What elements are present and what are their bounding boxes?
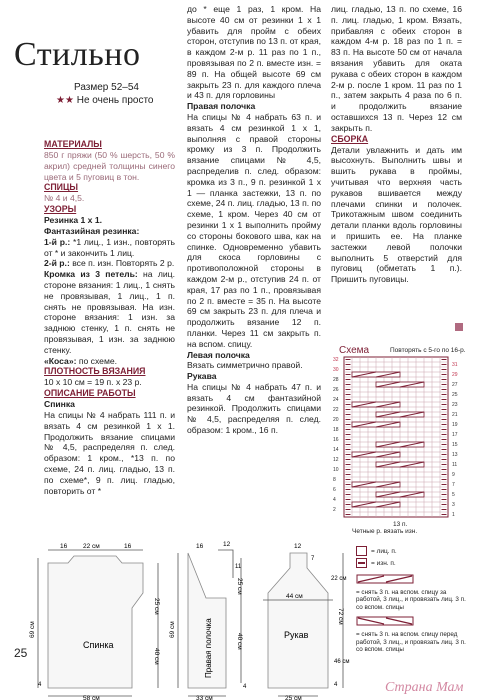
row-number: 25	[452, 392, 458, 398]
cable-cross-mark	[352, 422, 400, 427]
row-number: 16	[333, 437, 339, 443]
front-left-text: Вязать симметрично правой.	[187, 360, 303, 371]
sleeve-top: 12	[294, 543, 302, 550]
sleeve-rib-label: 4	[334, 682, 338, 688]
column-3	[331, 4, 462, 285]
row-number: 8	[333, 477, 336, 483]
row2-text: все п. изн. Повторять 2 р.	[69, 258, 175, 269]
row-number: 4	[333, 497, 336, 503]
row-number: 30	[333, 367, 339, 373]
gauge-heading: ПЛОТНОСТЬ ВЯЗАНИЯ	[44, 366, 146, 377]
cable-chart	[330, 355, 500, 535]
legend	[356, 545, 468, 653]
pattern-schematics	[28, 538, 358, 700]
back-total-height: 69 см	[29, 621, 36, 638]
row-number: 28	[333, 377, 339, 383]
row-number: 31	[452, 362, 458, 368]
row-number: 5	[452, 492, 455, 498]
cable-cross-mark	[376, 412, 424, 417]
cable-label: «Коса»:	[44, 355, 77, 366]
sleeve-name: Рукав	[284, 630, 309, 640]
back-outline	[48, 556, 143, 688]
front-strap	[218, 550, 233, 578]
row-number: 3	[452, 502, 455, 508]
row-number: 7	[452, 482, 455, 488]
sleeve-width: 44 см	[286, 593, 303, 600]
cable-cross-mark	[352, 502, 400, 507]
needles-heading: СПИЦЫ	[44, 182, 79, 193]
sleeve-cap-height: 22 см	[331, 576, 347, 582]
edge-text: на лиц. стороне вязания: 1 лиц., 1 снять не провязывая, 1 лиц., 1 п. снять не провязывая. На изн. стороне вязания: 1 изн. за заднюю стенку, 1 п. снять не провязывая, 1 изн. за заднюю стенку.	[44, 269, 175, 355]
pattern-rib: Резинка 1 х 1.	[44, 215, 103, 226]
row-number: 2	[333, 507, 336, 513]
pattern-cable	[44, 356, 175, 367]
back-top-left: 16	[60, 543, 68, 550]
row-number: 23	[452, 402, 458, 408]
assembly-heading: СБОРКА	[331, 133, 369, 144]
row-number: 12	[333, 457, 339, 463]
difficulty-stars: ★★	[56, 95, 74, 106]
legend-text-knit: = лиц. п.	[371, 547, 397, 555]
page-title: Стильно	[14, 36, 141, 73]
row-number: 24	[333, 397, 339, 403]
legend-item-knit	[356, 545, 468, 557]
scheme-note: Четные р. вязать изн.	[352, 528, 418, 535]
page-number: 25	[14, 646, 28, 660]
row-number: 13	[452, 452, 458, 458]
col3-text1: лиц. гладью, 13 п. по схеме, 16 п. лиц. гладью, 1 кром. Вязать, прибавляя с обеих сторон в каждом 4-м р. 18 раз по 1 п. = 83 п. На высоте 50 см от начала вязания убавить для оката рукава с обеих сторон в каждом 2-м р. после 1 кром. 11 раз по 1 п., затем закрыть 4 раза по 6 п. и продолжить вязание оставшихся 13 п. Через 12 см закрыть п.	[331, 4, 462, 133]
legend-item-purl	[356, 557, 468, 569]
row-number: 22	[333, 407, 339, 413]
column-1	[44, 139, 175, 496]
front-upper-height: 25 см	[236, 578, 243, 595]
cable-cross-mark	[376, 462, 424, 467]
gauge-text: 10 х 10 см = 19 п. х 23 р.	[44, 377, 142, 388]
legend-item-cable-front	[356, 613, 468, 653]
row-number: 1	[452, 512, 455, 518]
difficulty-label: Не очень просто	[76, 95, 154, 106]
front-lower-height: 40 см	[236, 633, 243, 650]
pattern-fancy-title: Фантазийная резинка:	[44, 225, 140, 236]
cable-cross-mark	[352, 452, 400, 457]
front-strap-width: 12	[223, 541, 231, 548]
legend-text-cable-front: = снять 3 п. на вспом. спицу перед работой, 3 лиц., и провязать лиц. 3 п. со вспом. спицы	[356, 631, 466, 654]
back-name: Спинка	[83, 640, 114, 650]
back-bottom-width: 58 см	[83, 695, 100, 700]
sleeve-top-height: 7	[311, 556, 315, 562]
row1-label: 1-й р.:	[44, 236, 71, 247]
back-title: Спинка	[44, 399, 75, 410]
row-number: 15	[452, 442, 458, 448]
cable-cross-mark	[376, 492, 424, 497]
end-square-icon	[455, 323, 463, 331]
difficulty-row	[56, 95, 153, 106]
cable-cross-mark	[376, 442, 424, 447]
back-upper-height: 25 см	[153, 598, 160, 615]
materials-heading: МАТЕРИАЛЫ	[44, 139, 102, 149]
front-strap-length: 11	[235, 564, 242, 570]
pattern-edge	[44, 269, 175, 355]
cable-cross-mark	[376, 382, 424, 387]
sleeves-text: На спицы № 4 набрать 47 п. и вязать 4 см фантазийной резинкой. Продолжить спицами № 4,5, распределяя п. след. образом: 1 кром., 16 п.	[187, 381, 321, 436]
materials-text: 850 г пряжи (50 % шерсть, 50 % акрил) средней толщины синего цвета и 5 пуговиц в тон.	[44, 150, 175, 182]
back-text: На спицы № 4 набрать 111 п. и вязать 4 см резинкой 1 х 1. Продолжить вязание спицами № 4,5, распределяя п. след. образом: 1 кром., *13 п. по схеме, 24 п. лиц. гладью, 13 п. по схеме*, 9 п. лиц. гладью, повторить от *	[44, 409, 175, 496]
cable-back-symbol-icon	[356, 574, 414, 584]
scheme-title: Схема	[339, 345, 370, 356]
front-top: 16	[196, 543, 204, 550]
row-number: 18	[333, 427, 339, 433]
row-number: 26	[333, 387, 339, 393]
front-bottom-width: 33 см	[196, 695, 213, 700]
sleeve-bottom-width: 25 см	[285, 695, 302, 700]
sleeve-lower-height: 46 см	[334, 659, 350, 665]
col2-text1: до * еще 1 раз, 1 кром. На высоте 40 см от резинки 1 х 1 убавить для пройм с обеих сторон, отступив по 13 п. от края, в каждом 2-м р. 11 раз по 1 п., провязывая по 2 п. вместе изн. = 89 п. На общей высоте 69 см закрыть 23 п. для каждого плеча и 43 п. для горловины	[187, 4, 321, 101]
row-number: 9	[452, 472, 455, 478]
back-lower-height: 40 см	[153, 648, 160, 665]
back-rib-label: 4	[38, 682, 42, 688]
front-name: Правая полочка	[204, 618, 213, 678]
legend-item-cable-back	[356, 571, 468, 611]
sleeves-title: Рукава	[187, 371, 217, 382]
sleeve-outline	[268, 553, 328, 688]
pattern-fancy-row1	[44, 237, 175, 259]
cable-front-symbol-icon	[356, 616, 414, 626]
front-left-title: Левая полочка	[187, 349, 250, 360]
row-number: 14	[333, 447, 339, 453]
row1-text: *1 лиц., 1 изн., повторять от * и закончить 1 лиц.	[44, 236, 176, 258]
scheme-repeat-note: Повторять с 5-го по 16-р.	[390, 347, 466, 354]
legend-text-cable-back: = снять 3 п. на вспом. спицу за работой, 3 лиц., и провязать лиц. 3 п. со вспом. спицы	[356, 589, 466, 611]
patterns-heading: УЗОРЫ	[44, 204, 77, 215]
cable-text: по схеме.	[76, 355, 118, 366]
front-right-title: Правая полочка	[187, 101, 256, 112]
row-number: 21	[452, 412, 458, 418]
cable-cross-mark	[352, 402, 400, 407]
work-heading: ОПИСАНИЕ РАБОТЫ	[44, 388, 136, 399]
size-label: Размер 52–54	[74, 82, 139, 93]
needles-text: № 4 и 4,5.	[44, 193, 85, 204]
row2-label: 2-й р.:	[44, 258, 70, 269]
cable-cross-mark	[352, 372, 400, 377]
pattern-fancy-row2	[44, 258, 175, 269]
edge-label: Кромка из 3 петель:	[44, 269, 138, 280]
assembly-text: Детали увлажнить и дать им высохнуть. Выполнить швы и вшить рукава в проймы, учитывая что верхняя часть рукавов вшивается между плечами спинки и полочек. Трикотажным швом соединить детали планки вдоль горловины и пришить ее. На планке застежки левой полочки выполнить 5 отверстий для пуговиц (обметать 1 п.). Пришить пуговицы.	[331, 144, 462, 285]
column-2	[187, 4, 321, 436]
watermark: Страна Мам	[385, 680, 464, 695]
row-number: 29	[452, 372, 458, 378]
back-top-mid: 22 см	[83, 543, 100, 550]
front-total-height: 69 см	[169, 621, 176, 638]
row-number: 17	[452, 432, 458, 438]
row-number: 20	[333, 417, 339, 423]
front-rib-label: 4	[243, 684, 247, 690]
row-number: 32	[333, 357, 339, 363]
row-number: 19	[452, 422, 458, 428]
scheme-stitches-label: 13 п.	[393, 521, 408, 528]
row-number: 6	[333, 487, 336, 493]
row-number: 27	[452, 382, 458, 388]
sleeve-total-height: 72 см	[337, 608, 344, 625]
back-top-right: 16	[124, 543, 132, 550]
cable-cross-mark	[352, 482, 400, 487]
row-number: 11	[452, 462, 458, 468]
front-right-text: На спицы № 4 набрать 63 п. и вязать 4 см резинкой 1 х 1, выполняя с правой стороны кромку из 3 п. Продолжить вязание спицами № 4,5, распределив п. след. образом: кромка из 3 п., 9 п. резинкой 1 х 1 — планка застежки, 13 п. по схеме, 24 п. лиц. гладью, 13 п. по схеме, 1 кром. Через 40 см от резинки 1 х 1 выполнить пройму со стороны бокового шва, как на спинке. Одновременно убавить для скоса горловины с противоположной стороны в каждом 2-м р., отступив 24 п. от края, 17 раз по 1 п., провязывая по 2 п. вместе = 35 п. На высоте 69 см закрыть 23 п. для плеча и продолжить вязание 12 п. планки. Через 11 см закрыть п. на вспом. спицу.	[187, 111, 321, 349]
legend-text-purl: = изн. п.	[371, 559, 396, 567]
row-number: 10	[333, 467, 339, 473]
